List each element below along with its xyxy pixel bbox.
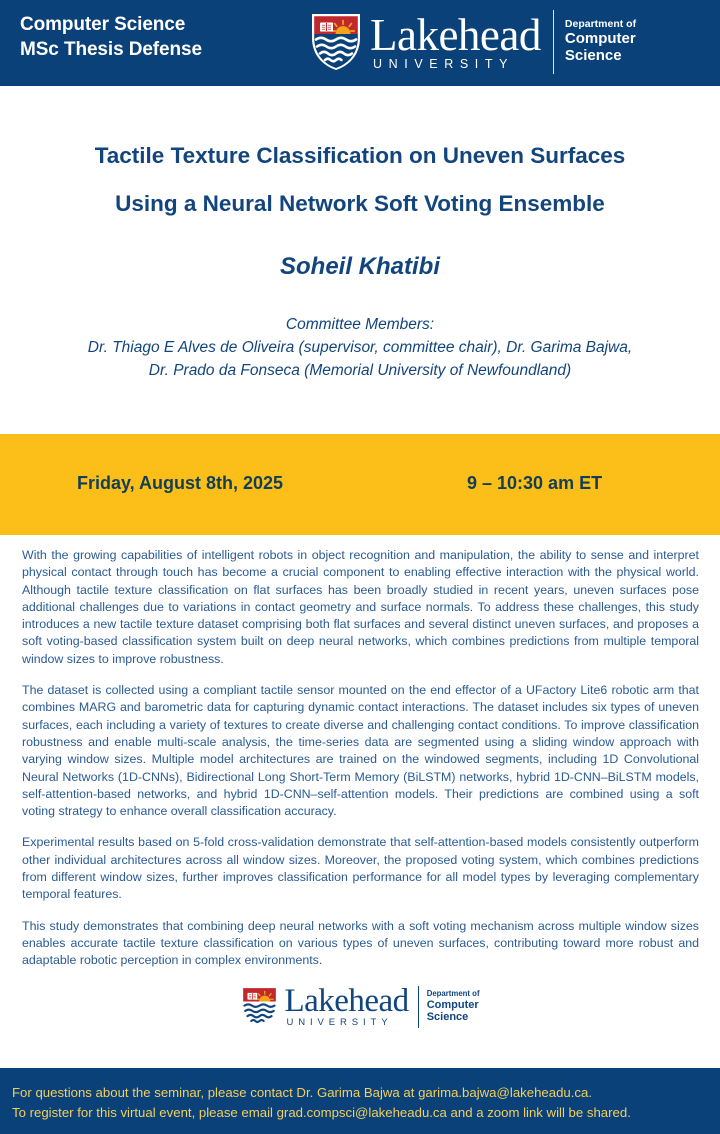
thesis-title-line1: Tactile Texture Classification on Uneven Surfaces — [94, 143, 626, 168]
event-date: Friday, August 8th, 2025 — [77, 473, 284, 493]
contact-line2: To register for this virtual event, please email grad.compsci@lakeheadu.ca and a zoom link will be shared. — [12, 1105, 631, 1120]
abstract-paragraph-1: With the growing capabilities of intelligent robots in object recognition and manipulation, the ability to sense and interpret physical contact through touch has become a crucial component to enabling effective interaction with the physical world. Although tactile texture classification on flat surfaces has been broadly studied in recent years, uneven surfaces pose additional challenges due to variations in contact geometry and surface normals. To address these challenges, this study introduces a new tactile texture dataset comprising both flat surfaces and several distinct uneven surfaces, and proposes a soft voting-based classification system built on deep neural networks, which combines predictions from multiple temporal window sizes to improve robustness. — [22, 548, 699, 666]
committee-members — [0, 313, 720, 382]
abstract-paragraph-3: Experimental results based on 5-fold cross-validation demonstrate that self-attention-based models consistently outperform other individual architectures across all window sizes. Moreover, the proposed voting system, which combines predictions from different window sizes, further improves classification performance for all model types by leveraging complementary temporal features. — [22, 835, 699, 902]
logo-divider-footer — [418, 986, 419, 1028]
department-label-footer — [427, 990, 480, 1023]
logo-divider — [553, 10, 554, 74]
committee-line1: Dr. Thiago E Alves de Oliveira (supervisor, committee chair), Dr. Garima Bajwa, — [87, 339, 633, 356]
department-name-line2: Science — [564, 46, 622, 64]
header-banner — [0, 0, 720, 86]
lakehead-university-logo-header — [310, 6, 636, 78]
committee-line2: Dr. Prado da Fonseca (Memorial University of Newfoundland) — [148, 362, 572, 379]
abstract-body — [22, 547, 699, 970]
lakehead-shield-icon-footer — [240, 985, 279, 1030]
department-name-line2-footer: Science — [426, 1011, 469, 1024]
contact-text — [12, 1083, 631, 1123]
lakehead-wordmark-header — [370, 9, 541, 71]
header-title-line2: MSc Thesis Defense — [20, 39, 202, 60]
lakehead-wordmark-footer — [284, 983, 409, 1029]
lakehead-wordmark-text-footer: Lakehead — [284, 983, 409, 1020]
department-label-header — [565, 19, 636, 64]
department-name-line1-footer: Computer — [426, 999, 479, 1012]
department-name-line1: Computer — [564, 30, 636, 48]
lakehead-wordmark-subtext: UNIVERSITY — [373, 56, 515, 71]
header-title-line1: Computer Science — [20, 14, 186, 35]
department-prefix-footer: Department of — [426, 989, 480, 999]
abstract-paragraph-4: This study demonstrates that combining deep neural networks with a soft voting mechanism across multiple window sizes enables accurate tactile texture classification on various types of uneven surfaces, contributing toward more robust and adaptable robotic perception in complex environments. — [22, 918, 699, 968]
lakehead-wordmark-subtext-footer: UNIVERSITY — [286, 1017, 393, 1029]
committee-heading: Committee Members: — [285, 316, 435, 333]
lakehead-shield-icon — [310, 12, 362, 72]
lakehead-university-logo-footer — [0, 982, 720, 1032]
speaker-name: Soheil Khatibi — [279, 253, 440, 280]
contact-line1: For questions about the seminar, please contact Dr. Garima Bajwa at garima.bajwa@lakeheadu.ca. — [12, 1085, 593, 1100]
department-prefix: Department of — [564, 18, 637, 31]
header-title-group — [20, 12, 202, 62]
contact-banner — [0, 1068, 720, 1134]
event-time: 9 – 10:30 am ET — [467, 473, 603, 493]
thesis-title-line2: Using a Neural Network Soft Voting Ensemble — [115, 191, 605, 216]
lakehead-wordmark-text: Lakehead — [370, 9, 541, 60]
thesis-title — [0, 132, 720, 228]
event-datetime-banner — [0, 434, 720, 535]
abstract-paragraph-2: The dataset is collected using a compliant tactile sensor mounted on the end effector of a UFactory Lite6 robotic arm that combines MARG and barometric data for capturing dynamic contact interactions. The dataset includes six types of uneven surfaces, each including a variety of textures to create diverse and challenging contact conditions. To improve classification robustness and enable multi-scale analysis, the time-series data are segmented using a sliding window approach with varying window sizes. Multiple model architectures are trained on the windowed segments, including 1D Convolutional Neural Networks (1D-CNNs), Bidirectional Long Short-Term Memory (BiLSTM) networks, hybrid 1D-CNN–BiLSTM models, self-attention-based networks, and hybrid 1D-CNN–self-attention models. Their predictions are combined using a soft voting strategy to enhance overall classification accuracy. — [22, 683, 699, 819]
